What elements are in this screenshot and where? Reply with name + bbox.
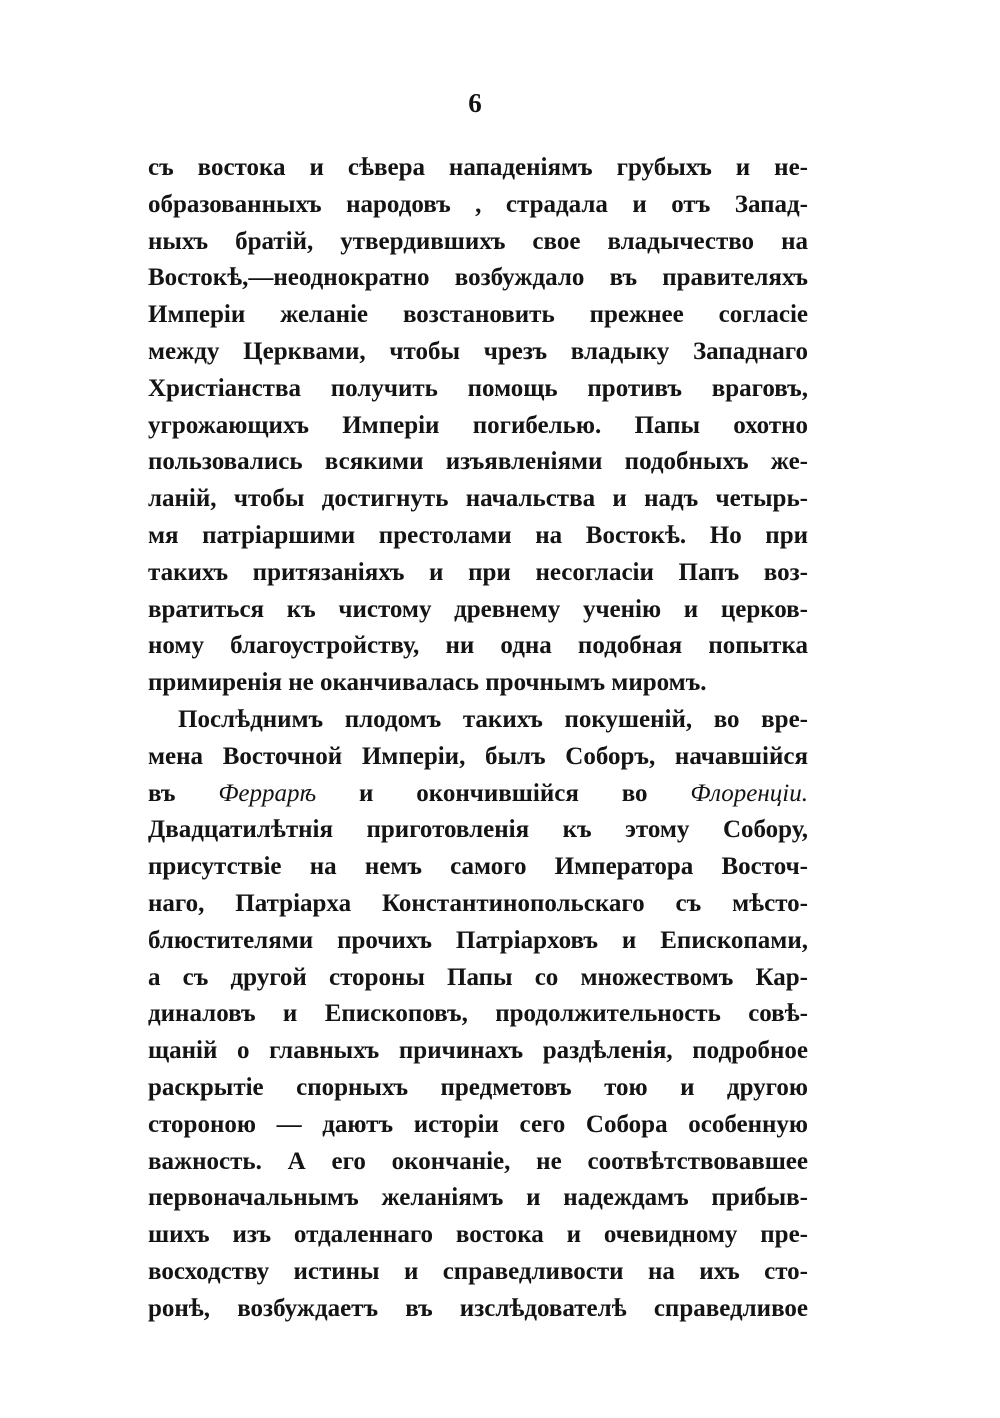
text-line: стороною — даютъ исторіи сего Собора особенную	[148, 1110, 808, 1138]
text-line: вратиться къ чистому древнему ученію и церков-	[148, 595, 808, 623]
text-line: ному благоустройству, ни одна подобная попытка	[148, 632, 808, 660]
text-line: шихъ изъ отдаленнаго востока и очевидному пре-	[148, 1221, 808, 1249]
text-line: Двадцатилѣтнія приготовленія къ этому Собору,	[148, 816, 808, 844]
text-fragment: въ	[148, 779, 176, 807]
text-line: образованныхъ народовъ , страдала и отъ Запад-	[148, 190, 808, 218]
text-line: Христіанства получить помощь противъ враговъ,	[148, 374, 808, 402]
text-line: Имперіи желаніе возстановить прежнее согласіе	[148, 301, 808, 329]
text-line: наго, Патріарха Константинопольскаго съ мѣсто-	[148, 889, 808, 917]
body-text	[148, 150, 808, 1328]
paragraph-end-line: примиренія не оканчивалась прочнымъ миромъ.	[148, 669, 707, 697]
text-line: а съ другой стороны Папы со множествомъ Кар-	[148, 963, 808, 991]
text-line: диналовъ и Епископовъ, продолжительность совѣ-	[148, 1000, 808, 1028]
text-line: съ востока и сѣвера нападеніямъ грубыхъ и не-	[148, 154, 808, 181]
paragraph-start-line: Послѣднимъ плодомъ такихъ покушеній, во вре-	[178, 705, 808, 733]
text-line: мя патріаршими престолами на Востокѣ. Но при	[148, 521, 808, 549]
text-line: раскрытіе спорныхъ предметовъ тою и другою	[148, 1073, 808, 1101]
text-line: угрожающихъ Имперіи погибелью. Папы охотно	[148, 411, 808, 439]
text-line: блюстителями прочихъ Патріарховъ и Епископами,	[148, 926, 808, 954]
text-line: такихъ притязаніяхъ и при несогласіи Папъ воз-	[148, 558, 808, 586]
text-line: ланій, чтобы достигнуть начальства и надъ четырь-	[148, 485, 808, 513]
text-line: важность. А его окончаніе, не соотвѣтствовавшее	[148, 1147, 808, 1175]
page-number: 6	[468, 88, 482, 118]
text-line: присутствіе на немъ самого Императора Восточ-	[148, 853, 808, 881]
text-line: между Церквами, чтобы чрезъ владыку Западнаго	[148, 337, 808, 365]
text-line: ныхъ братій, утвердившихъ свое владычество на	[148, 227, 808, 255]
text-line: щаній о главныхъ причинахъ раздѣленія, подробное	[148, 1037, 808, 1065]
text-line: ронѣ, возбуждаетъ въ изслѣдователѣ справедливое	[148, 1294, 808, 1322]
text-line: мена Восточной Имперіи, былъ Соборъ, начавшійся	[148, 742, 808, 770]
italic-place-ferrara: Феррарѣ	[218, 779, 317, 807]
text-line: первоначальнымъ желаніямъ и надеждамъ прибыв-	[148, 1184, 808, 1212]
text-line: пользовались всякими изъявленіями подобныхъ же-	[148, 448, 808, 476]
text-fragment: и окончившійся во	[359, 779, 648, 807]
text-line-italic-places	[148, 776, 808, 813]
text-line: восходству истины и справедливости на ихъ сто-	[148, 1257, 808, 1285]
italic-place-florence: Флоренціи.	[690, 779, 808, 807]
text-line: Востокѣ,—неоднократно возбуждало въ правителяхъ	[148, 264, 808, 292]
